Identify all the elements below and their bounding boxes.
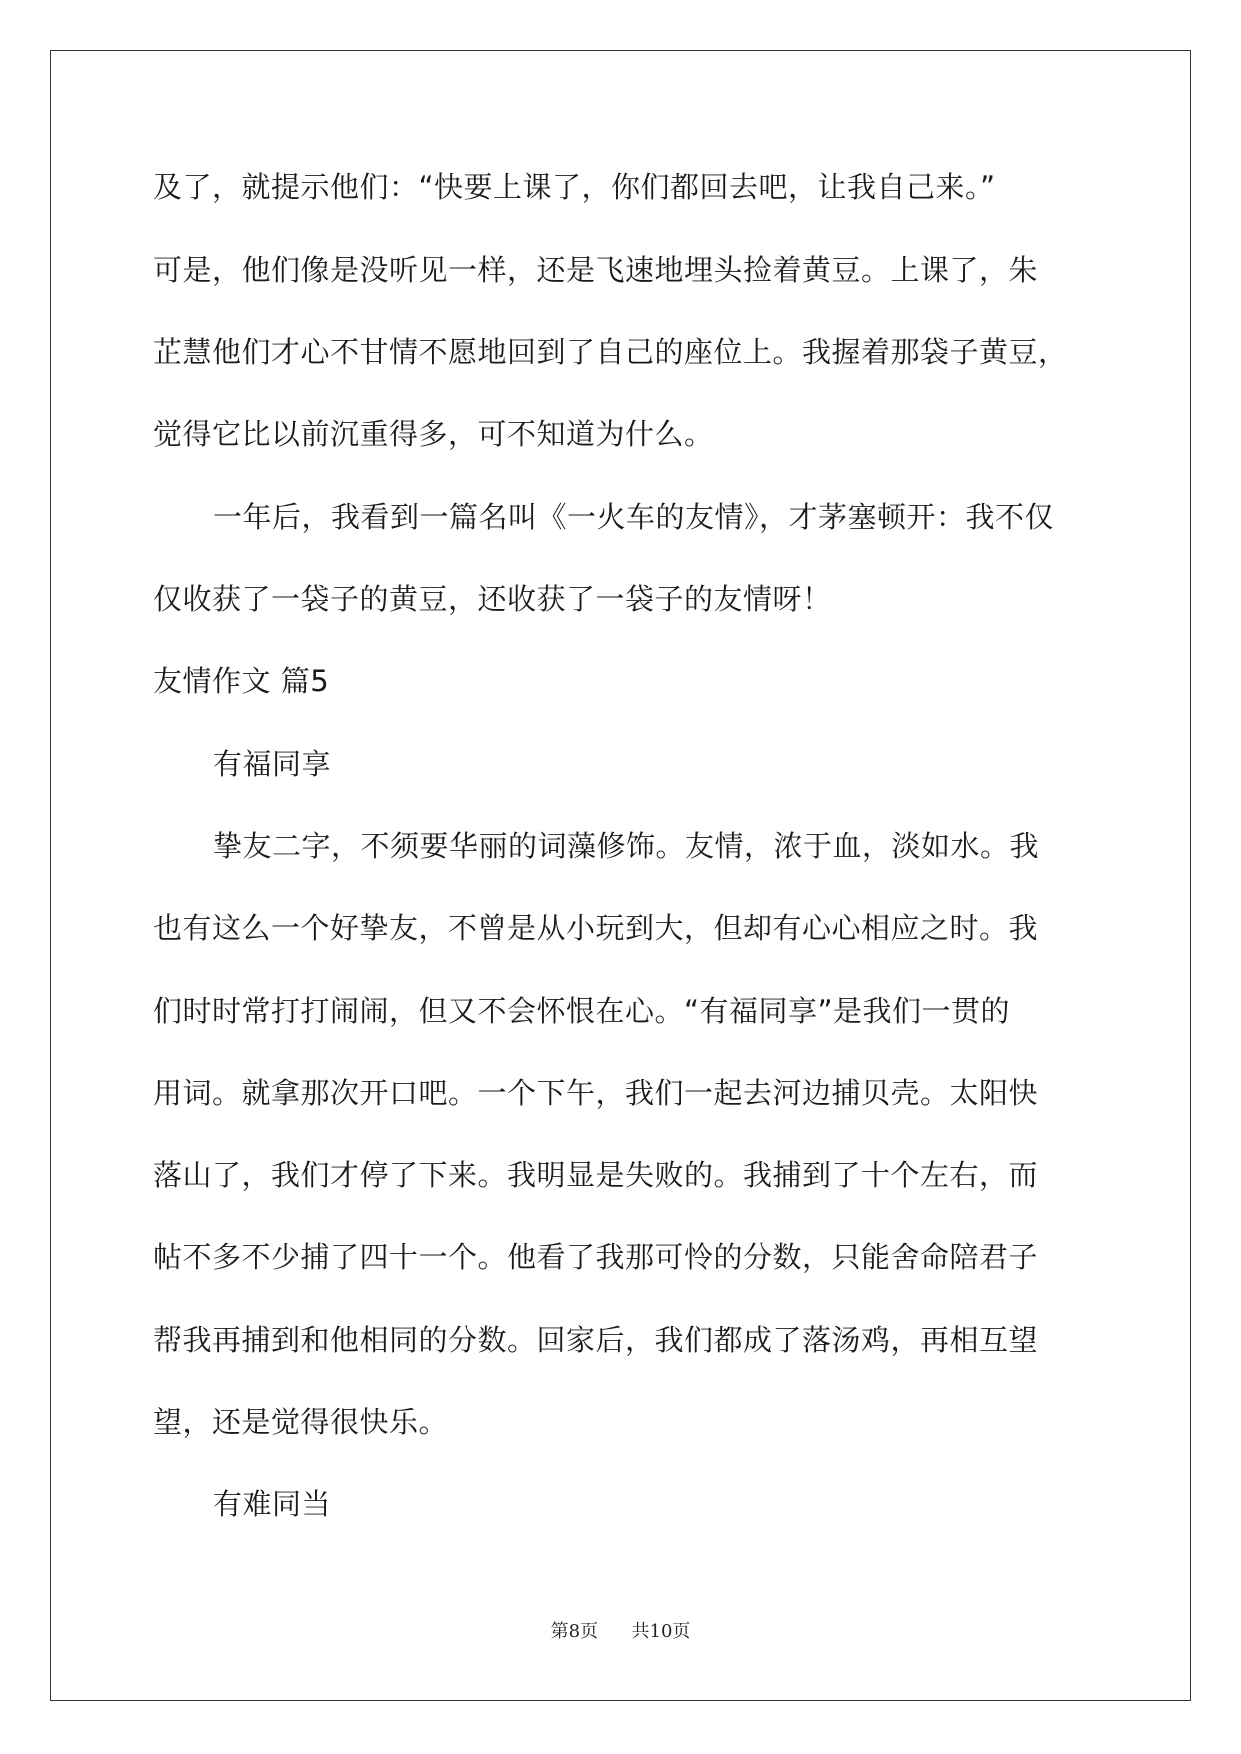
subheading: 有难同当 (213, 1487, 332, 1521)
page-footer (0, 1620, 1241, 1644)
paragraph-line: 也有这么一个好挚友，不曾是从小玩到大，但却有心心相应之时。我 (153, 911, 1039, 945)
paragraph-line: 觉得它比以前沉重得多，可不知道为什么。 (153, 417, 714, 451)
page-number-current: 第8页 (550, 1621, 599, 1642)
paragraph-line: 挚友二字，不须要华丽的词藻修饰。友情，浓于血，淡如水。我 (213, 829, 1040, 863)
subheading: 有福同享 (213, 747, 332, 781)
paragraph-line: 用词。就拿那次开口吧。一个下午，我们一起去河边捕贝壳。太阳快 (153, 1076, 1039, 1110)
paragraph-line: 们时时常打打闹闹，但又不会怀恨在心。“有福同享”是我们一贯的 (153, 994, 1011, 1028)
paragraph-line: 帖不多不少捕了四十一个。他看了我那可怜的分数，只能舍命陪君子 (153, 1240, 1039, 1274)
page-border (50, 50, 1191, 1701)
paragraph-line: 可是，他们像是没听见一样，还是飞速地埋头捡着黄豆。上课了，朱 (153, 253, 1039, 287)
paragraph-line: 仅收获了一袋子的黄豆，还收获了一袋子的友情呀！ (153, 582, 832, 616)
paragraph-line: 落山了，我们才停了下来。我明显是失败的。我捕到了十个左右，而 (153, 1158, 1039, 1192)
page-number-total: 共10页 (631, 1621, 691, 1642)
paragraph-line: 一年后，我看到一篇名叫《一火车的友情》，才茅塞顿开：我不仅 (213, 500, 1055, 534)
section-heading: 友情作文 篇5 (153, 664, 330, 698)
paragraph-line: 芷慧他们才心不甘情不愿地回到了自己的座位上。我握着那袋子黄豆， (153, 335, 1068, 369)
paragraph-line: 帮我再捕到和他相同的分数。回家后，我们都成了落汤鸡，再相互望 (153, 1323, 1039, 1357)
paragraph-line: 及了，就提示他们：“快要上课了，你们都回去吧，让我自己来。” (153, 170, 996, 204)
paragraph-line: 望，还是觉得很快乐。 (153, 1405, 449, 1439)
